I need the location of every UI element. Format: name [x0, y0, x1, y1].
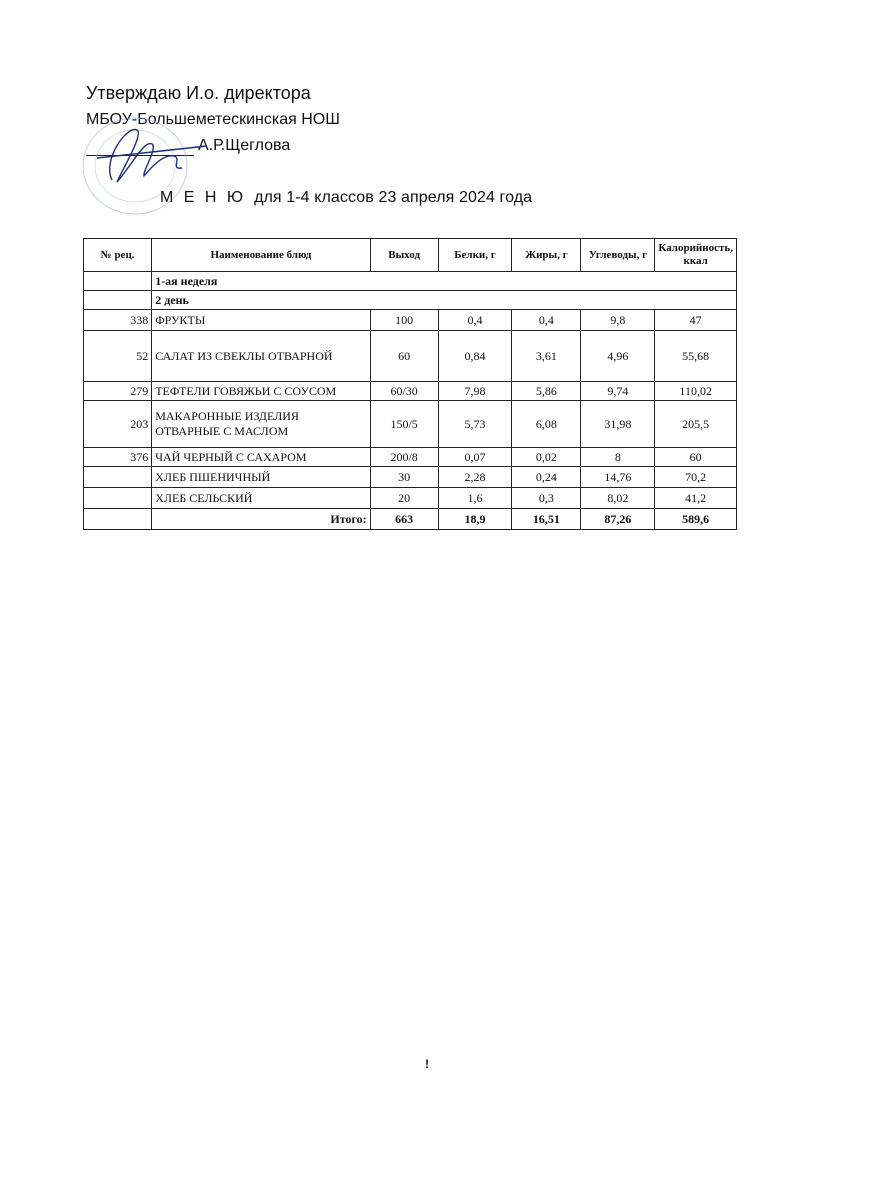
school-name: МБОУ-Большеметескинская НОШ [86, 111, 340, 128]
week-label: 1-ая неделя [152, 272, 737, 291]
col-proteins: Белки, г [438, 239, 512, 272]
table-row: 279 ТЕФТЕЛИ ГОВЯЖЬИ С СОУСОМ 60/30 7,98 5,86 9,74 110,02 [84, 382, 737, 401]
col-recipe-no: № рец. [84, 239, 152, 272]
total-row: Итого: 663 18,9 16,51 87,26 589,6 [84, 509, 737, 530]
director-name: А.Р.Щеглова [198, 137, 291, 154]
table-row: 338 ФРУКТЫ 100 0,4 0,4 9,8 47 [84, 310, 737, 331]
day-label: 2 день [152, 291, 737, 310]
total-label: Итого: [152, 509, 370, 530]
table-header-row [84, 239, 737, 272]
menu-subtitle: для 1-4 классов 23 апреля 2024 года [254, 189, 533, 206]
approval-title: Утверждаю И.о. директора [86, 83, 311, 103]
scan-mark: ! [425, 1057, 429, 1071]
table-row: 376 ЧАЙ ЧЕРНЫЙ С САХАРОМ 200/8 0,07 0,02 8 60 [84, 448, 737, 467]
day-row [84, 291, 737, 310]
week-row [84, 272, 737, 291]
col-output: Выход [370, 239, 438, 272]
signature-icon [82, 110, 222, 200]
col-calories: Калорийность, ккал [655, 239, 737, 272]
col-fats: Жиры, г [512, 239, 581, 272]
menu-word: М Е Н Ю [160, 189, 247, 206]
table-row: 52 САЛАТ ИЗ СВЕКЛЫ ОТВАРНОЙ 60 0,84 3,61 4,96 55,68 [84, 331, 737, 382]
menu-title [160, 189, 532, 207]
col-dish-name: Наименование блюд [152, 239, 370, 272]
table-row: ХЛЕБ СЕЛЬСКИЙ 20 1,6 0,3 8,02 41,2 [84, 488, 737, 509]
table-row: 203 МАКАРОННЫЕ ИЗДЕЛИЯ ОТВАРНЫЕ С МАСЛОМ 150/5 5,73 6,08 31,98 205,5 [84, 401, 737, 448]
table-row: ХЛЕБ ПШЕНИЧНЫЙ 30 2,28 0,24 14,76 70,2 [84, 467, 737, 488]
col-carbs: Углеводы, г [581, 239, 655, 272]
menu-table [83, 238, 737, 530]
